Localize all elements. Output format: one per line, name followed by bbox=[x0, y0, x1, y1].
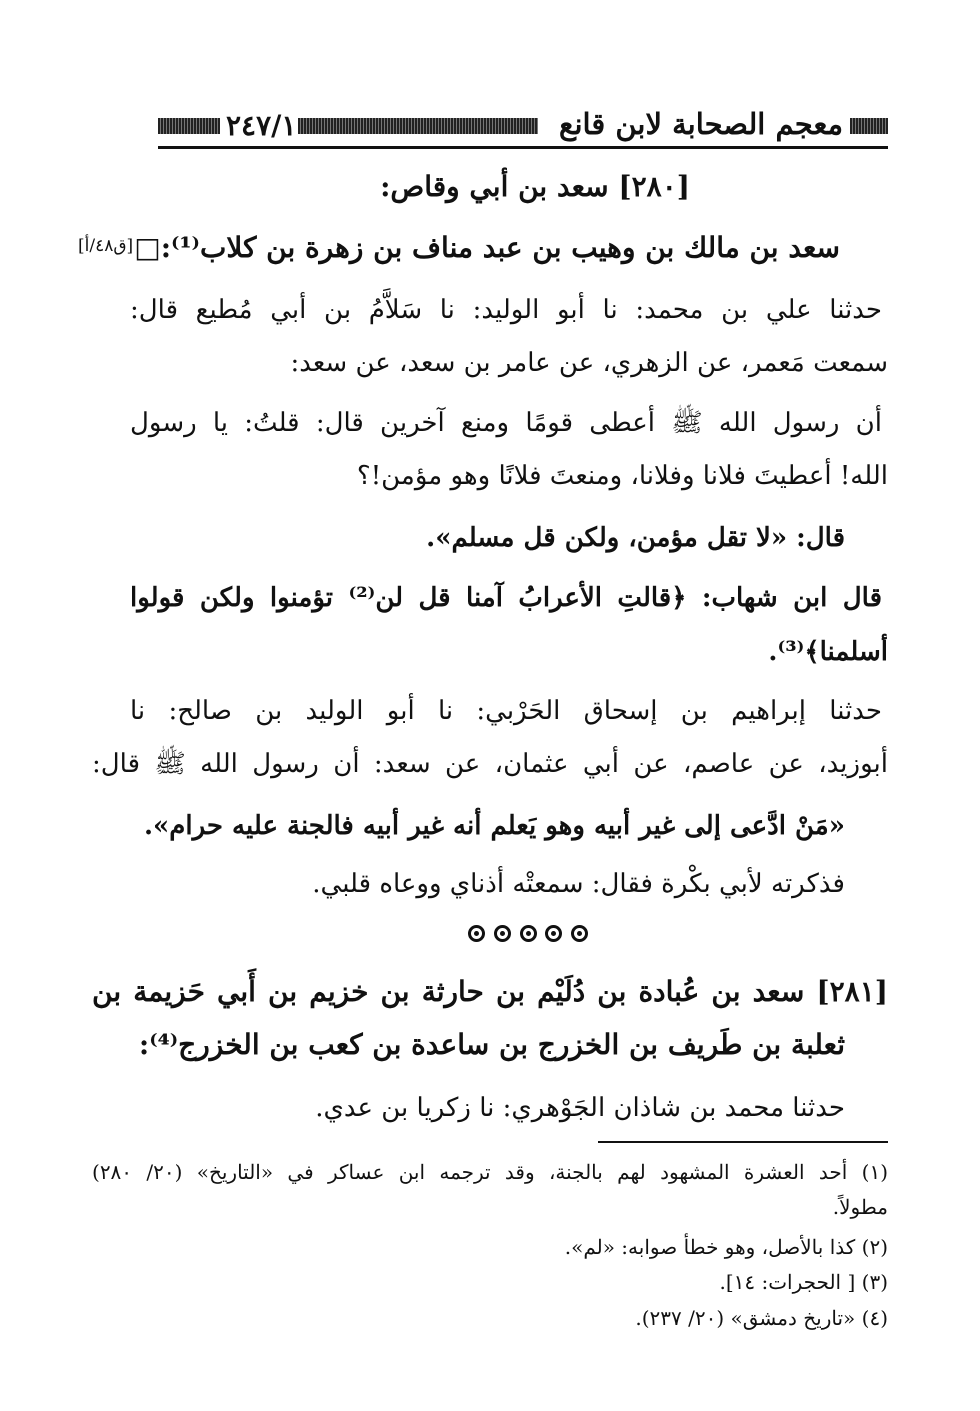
entry-heading-281-cont: ثعلبة بن طَريف بن الخزرج بن ساعدة بن كعب بن الخزرج⁽⁴⁾: bbox=[138, 1028, 845, 1061]
quran-quote-line: قال ابن شهاب: ﴿قالتِ الأعرابُ آمنا قل لن⁽²⁾ تؤمنوا ولكن قولوا bbox=[130, 583, 883, 613]
header-title: معجم الصحابة لابن قانع bbox=[559, 107, 843, 141]
quran-quote-line: أسلمنا﴾⁽³⁾. bbox=[768, 637, 888, 667]
section-separator bbox=[468, 925, 588, 942]
entry-heading-281: [٢٨١] سعد بن عُبادة بن دُلَيْم بن حارثة بن خزيم بن أَبي حَزيمة بن bbox=[92, 975, 888, 1008]
body-line: سمعت مَعمر، عن الزهري، عن عامر بن سعد، عن سعد: bbox=[290, 348, 888, 378]
entry-lineage-280: سعد بن مالك بن وهيب بن عبد مناف بن زهرة بن كلاب⁽¹⁾:□ bbox=[134, 231, 840, 264]
footnote: (٢) كذا بالأصل، وهو خطأ صوابه: «لم». bbox=[564, 1235, 888, 1259]
entry-heading-280: [٢٨٠] سعد بن أبي وقاص: bbox=[380, 170, 690, 203]
header-ornament-left bbox=[158, 118, 220, 134]
header-ornament-middle bbox=[298, 118, 538, 134]
body-line: حدثنا علي بن محمد: نا أبو الوليد: نا سَلاَّمُ بن أبي مُطيع قال: bbox=[130, 295, 882, 325]
footnote-cont: مطولاً. bbox=[832, 1195, 888, 1219]
star-ornament-icon bbox=[468, 925, 485, 942]
star-ornament-icon bbox=[520, 925, 537, 942]
running-header bbox=[158, 100, 888, 148]
star-ornament-icon bbox=[571, 925, 588, 942]
margin-folio-note: [ق٤٨/أ] bbox=[78, 236, 134, 256]
footnote: (٤) «تاريخ دمشق» (٢٠/ ٢٣٧). bbox=[635, 1306, 888, 1330]
footnote-rule bbox=[598, 1141, 888, 1143]
hadith-quote: قال: «لا تقل مؤمن، ولكن قل مسلم». bbox=[426, 523, 845, 553]
footnote: (٣) [ الحجرات: ١٤]. bbox=[719, 1270, 888, 1294]
header-ornament-right bbox=[850, 118, 888, 134]
star-ornament-icon bbox=[494, 925, 511, 942]
body-line: حدثنا إبراهيم بن إسحاق الحَرْبي: نا أبو الوليد بن صالح: نا bbox=[130, 696, 882, 726]
body-line: أبوزيد، عن عاصم، عن أبي عثمان، عن سعد: أن رسول الله ﷺ قال: bbox=[92, 749, 888, 779]
body-line: أن رسول الله ﷺ أعطى قومًا ومنع آخرين قال: قلتُ: يا رسول bbox=[130, 408, 883, 438]
hadith-quote: «مَنْ ادَّعى إلى غير أبيه وهو يَعلم أنه غير أبيه فالجنة عليه حرام». bbox=[143, 811, 845, 841]
body-line: حدثنا محمد بن شاذان الجَوْهري: نا زكريا بن عدي. bbox=[315, 1093, 845, 1123]
footnote: (١) أحد العشرة المشهود لهم بالجنة، وقد ترجمه ابن عساكر في «التاريخ» (٢٠/ ٢٨٠) bbox=[92, 1160, 888, 1184]
body-line: فذكرته لأبي بكْرة فقال: سمعتْه أذناي ووعاه قلبي. bbox=[312, 869, 845, 899]
header-rule bbox=[158, 146, 888, 149]
body-line: الله! أعطيتَ فلانا وفلانا، ومنعتَ فلانًا وهو مؤمن!؟ bbox=[356, 461, 888, 491]
header-page-number: ٢٤٧/١ bbox=[226, 109, 297, 142]
star-ornament-icon bbox=[545, 925, 562, 942]
